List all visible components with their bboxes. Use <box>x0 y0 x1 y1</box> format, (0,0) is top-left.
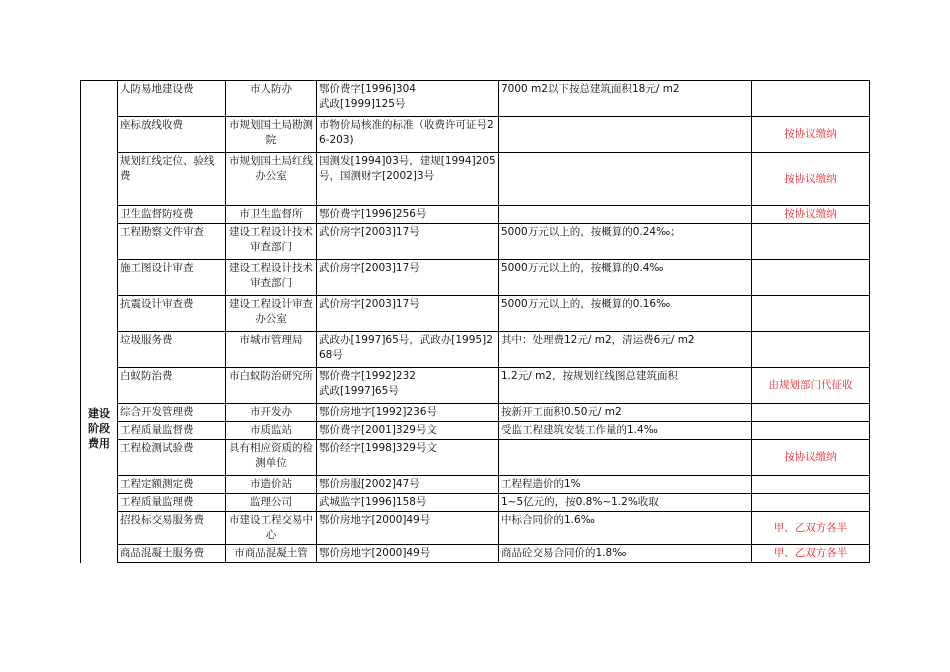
basis-cell: 武价房字[2003]17号 <box>317 260 499 296</box>
basis-cell: 鄂价经字[1998]329号文 <box>317 440 499 476</box>
note-cell: 按协议缴纳 <box>752 440 870 476</box>
department-cell: 建设工程设计技术审查部门 <box>226 224 317 260</box>
standard-cell <box>499 153 752 206</box>
fee-name-cell: 综合开发管理费 <box>118 404 226 422</box>
basis-cell: 武价房字[2003]17号 <box>317 296 499 332</box>
department-cell: 市开发办 <box>226 404 317 422</box>
fee-table <box>80 80 870 563</box>
department-cell: 市商品混凝土管 <box>226 545 317 563</box>
note-cell <box>752 224 870 260</box>
department-cell: 市规划国土局红线办公室 <box>226 153 317 206</box>
fee-name-cell: 抗震设计审查费 <box>118 296 226 332</box>
fee-name-cell: 招投标交易服务费 <box>118 512 226 545</box>
standard-cell: 5000万元以上的，按概算的0.4‰ <box>499 260 752 296</box>
note-cell <box>752 260 870 296</box>
basis-cell: 鄂价费字[1996]304 武政[1999]125号 <box>317 81 499 117</box>
table-row <box>81 512 870 545</box>
fee-name-cell: 白蚁防治费 <box>118 368 226 404</box>
standard-cell: 5000万元以上的，按概算的0.16‰ <box>499 296 752 332</box>
department-cell: 建设工程设计技术审查部门 <box>226 260 317 296</box>
table-row <box>81 206 870 224</box>
fee-name-cell: 工程定额测定费 <box>118 476 226 494</box>
basis-cell: 鄂价费字[1992]232 武政[1997]65号 <box>317 368 499 404</box>
basis-cell: 武城监字[1996]158号 <box>317 494 499 512</box>
note-cell: 由规划部门代征收 <box>752 368 870 404</box>
department-cell: 市人防办 <box>226 81 317 117</box>
standard-cell: 1.2元/ m2，按规划红线图总建筑面积 <box>499 368 752 404</box>
standard-cell <box>499 206 752 224</box>
fee-table-body <box>81 81 870 563</box>
basis-cell: 鄂价房地字[1992]236号 <box>317 404 499 422</box>
fee-name-cell: 工程勘察文件审查 <box>118 224 226 260</box>
fee-name-cell: 规划红线定位、验线费 <box>118 153 226 206</box>
basis-cell: 鄂价费字[1996]256号 <box>317 206 499 224</box>
standard-cell: 工程程造价的1% <box>499 476 752 494</box>
table-row <box>81 494 870 512</box>
note-cell <box>752 422 870 440</box>
basis-cell: 武价房字[2003]17号 <box>317 224 499 260</box>
department-cell: 监理公司 <box>226 494 317 512</box>
note-cell <box>752 476 870 494</box>
basis-cell: 鄂价费字[2001]329号文 <box>317 422 499 440</box>
note-cell <box>752 332 870 368</box>
standard-cell: 7000 m2以下按总建筑面积18元/ m2 <box>499 81 752 117</box>
table-row <box>81 296 870 332</box>
basis-cell: 国测发[1994]03号，建规[1994]205号，国测财字[2002]3号 <box>317 153 499 206</box>
department-cell: 市规划国土局勘测院 <box>226 117 317 153</box>
standard-cell: 其中：处理费12元/ m2，清运费6元/ m2 <box>499 332 752 368</box>
table-row <box>81 422 870 440</box>
fee-name-cell: 座标放线收费 <box>118 117 226 153</box>
department-cell: 市造价站 <box>226 476 317 494</box>
fee-name-cell: 施工图设计审查 <box>118 260 226 296</box>
basis-cell: 鄂价房地字[2000]49号 <box>317 545 499 563</box>
department-cell: 市质监站 <box>226 422 317 440</box>
basis-cell: 鄂价房服[2002]47号 <box>317 476 499 494</box>
table-row <box>81 332 870 368</box>
table-row <box>81 476 870 494</box>
table-row <box>81 545 870 563</box>
table-row <box>81 224 870 260</box>
fee-name-cell: 工程质量监督费 <box>118 422 226 440</box>
fee-name-cell: 卫生监督防疫费 <box>118 206 226 224</box>
department-cell: 具有相应资质的检测单位 <box>226 440 317 476</box>
basis-cell: 鄂价房地字[2000]49号 <box>317 512 499 545</box>
standard-cell: 中标合同价的1.6‰ <box>499 512 752 545</box>
table-row <box>81 117 870 153</box>
table-row <box>81 404 870 422</box>
stage-cell-blank <box>81 81 118 404</box>
table-row <box>81 153 870 206</box>
fee-name-cell: 工程质量监理费 <box>118 494 226 512</box>
note-cell: 按协议缴纳 <box>752 117 870 153</box>
standard-cell: 商品砼交易合同价的1.8‰ <box>499 545 752 563</box>
fee-name-cell: 垃圾服务费 <box>118 332 226 368</box>
standard-cell: 1~5亿元的，按0.8%~1.2%收取 <box>499 494 752 512</box>
note-cell <box>752 404 870 422</box>
department-cell: 建设工程设计审查办公室 <box>226 296 317 332</box>
fee-name-cell: 商品混凝土服务费 <box>118 545 226 563</box>
fee-name-cell: 工程检测试验费 <box>118 440 226 476</box>
department-cell: 市建设工程交易中心 <box>226 512 317 545</box>
department-cell: 市白蚁防治研究所 <box>226 368 317 404</box>
standard-cell: 5000万元以上的，按概算的0.24‰； <box>499 224 752 260</box>
table-row <box>81 81 870 117</box>
table-row <box>81 260 870 296</box>
basis-cell: 武政办[1997]65号，武政办[1995]268号 <box>317 332 499 368</box>
stage-label: 建设 阶段 费用 <box>81 404 118 563</box>
note-cell <box>752 296 870 332</box>
fee-name-cell: 人防易地建设费 <box>118 81 226 117</box>
table-row <box>81 440 870 476</box>
note-cell: 甲、乙双方各半 <box>752 545 870 563</box>
note-cell <box>752 81 870 117</box>
basis-cell: 市物价局核准的标准（收费许可证号26-203) <box>317 117 499 153</box>
department-cell: 市城市管理局 <box>226 332 317 368</box>
department-cell: 市卫生监督所 <box>226 206 317 224</box>
note-cell: 甲、乙双方各半 <box>752 512 870 545</box>
standard-cell: 按新开工面积0.50元/ m2 <box>499 404 752 422</box>
standard-cell <box>499 440 752 476</box>
table-row <box>81 368 870 404</box>
standard-cell: 受监工程建筑安装工作量的1.4‰ <box>499 422 752 440</box>
note-cell: 按协议缴纳 <box>752 153 870 206</box>
note-cell: 按协议缴纳 <box>752 206 870 224</box>
standard-cell <box>499 117 752 153</box>
note-cell <box>752 494 870 512</box>
